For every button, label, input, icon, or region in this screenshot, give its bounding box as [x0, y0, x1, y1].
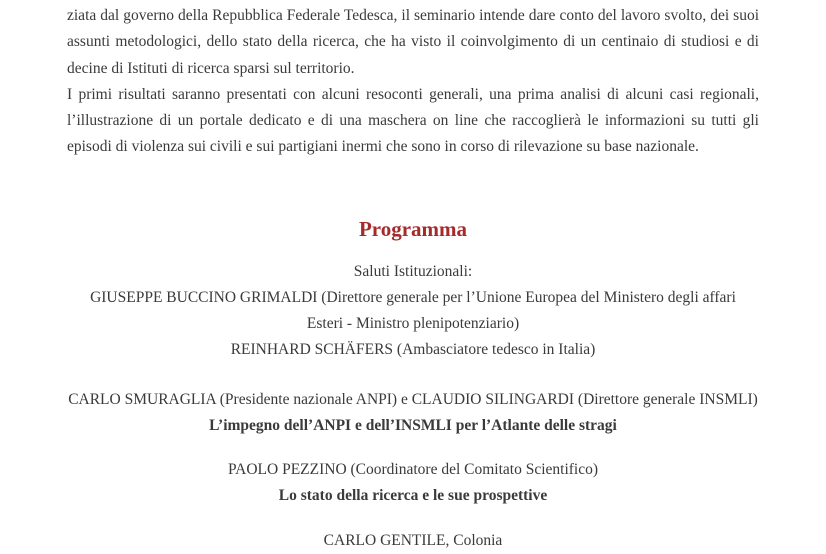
guest-schafers: REINHARD SCHÄFERS (Ambasciatore tedesco in Italia) — [230, 341, 596, 358]
talk-title-stato-ricerca: Lo stato della ricerca e le sue prospettive — [278, 487, 548, 504]
intro-paragraph-2: I primi risultati saranno presentati con alcuni resoconti generali, una prima analisi di alcuni casi regionali, l’illustrazione di un portale dedicato e di una maschera on line che raccoglierà le informazioni su tutti gli episodi di violenza sui civili e sui partigiani inermi che sono in corso di rilevazione su base nazionale. — [67, 85, 759, 156]
talk-title-impegno: L’impegno dell’ANPI e dell’INSMLI per l’Atlante delle stragi — [209, 417, 617, 434]
intro-text — [67, 3, 759, 161]
guest-grimaldi — [0, 285, 826, 337]
speaker-pezzino: PAOLO PEZZINO (Coordinatore del Comitato Scientifico) — [227, 461, 599, 478]
intro-paragraph-1: ziata dal governo della Repubblica Federale Tedesca, il seminario intende dare conto del lavoro svolto, dei suoi assunti metodologici, dello stato della ricerca, che ha visto il coinvolgimento di un centinaio di studiosi e di decine di Istituti di ricerca sparsi sul territorio. — [67, 7, 759, 77]
programma-title: Programma — [358, 217, 468, 241]
guest-grimaldi-text: GIUSEPPE BUCCINO GRIMALDI (Direttore generale per l’Unione Europea del Ministero degli affari Esteri - Ministro plenipotenziario) — [90, 289, 736, 332]
speakers-smuraglia-silingardi: CARLO SMURAGLIA (Presidente nazionale ANPI) e CLAUDIO SILINGARDI (Direttore generale INSMLI) — [68, 391, 758, 408]
speaker-gentile: CARLO GENTILE, Colonia — [323, 532, 503, 549]
saluti-label: Saluti Istituzionali: — [353, 263, 473, 280]
